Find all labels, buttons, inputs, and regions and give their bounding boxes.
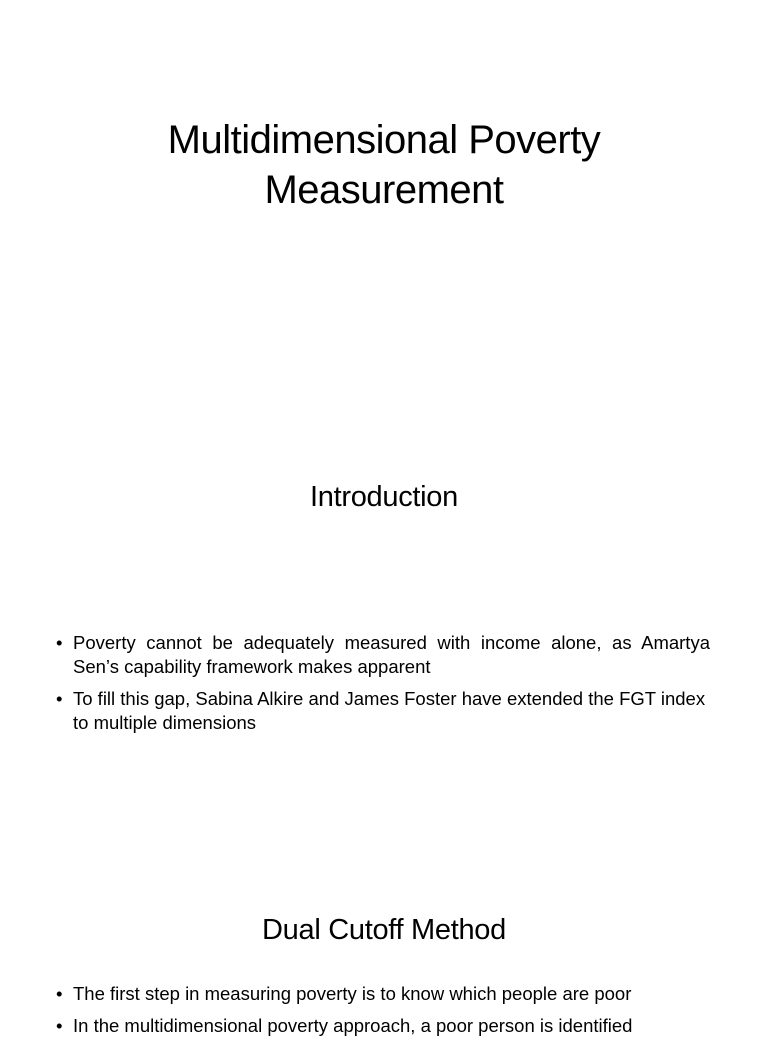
bullet-icon: • [56,688,63,709]
list-item [56,1014,710,1038]
list-item [56,687,710,735]
list-item [56,982,710,1006]
dual-cutoff-bullet-list [56,982,710,1046]
list-item [56,631,710,679]
bullet-icon: • [56,1015,63,1036]
list-item-text: To fill this gap, Sabina Alkire and James Foster have extended the FGT index to multiple dimensions [73,688,706,733]
bullet-icon: • [56,983,63,1004]
bullet-icon: • [56,632,63,653]
page-title: Multidimensional Poverty Measurement [167,118,601,212]
dual-cutoff-heading: Dual Cutoff Method [262,914,506,946]
list-item-text: Poverty cannot be adequately measured with income alone, as Amartya Sen’s capability framework makes apparent [73,632,710,677]
introduction-bullet-list [56,631,710,743]
list-item-text: In the multidimensional poverty approach, a poor person is identified [73,1015,633,1036]
introduction-heading: Introduction [310,481,458,513]
list-item-text: The first step in measuring poverty is to know which people are poor [73,983,632,1004]
